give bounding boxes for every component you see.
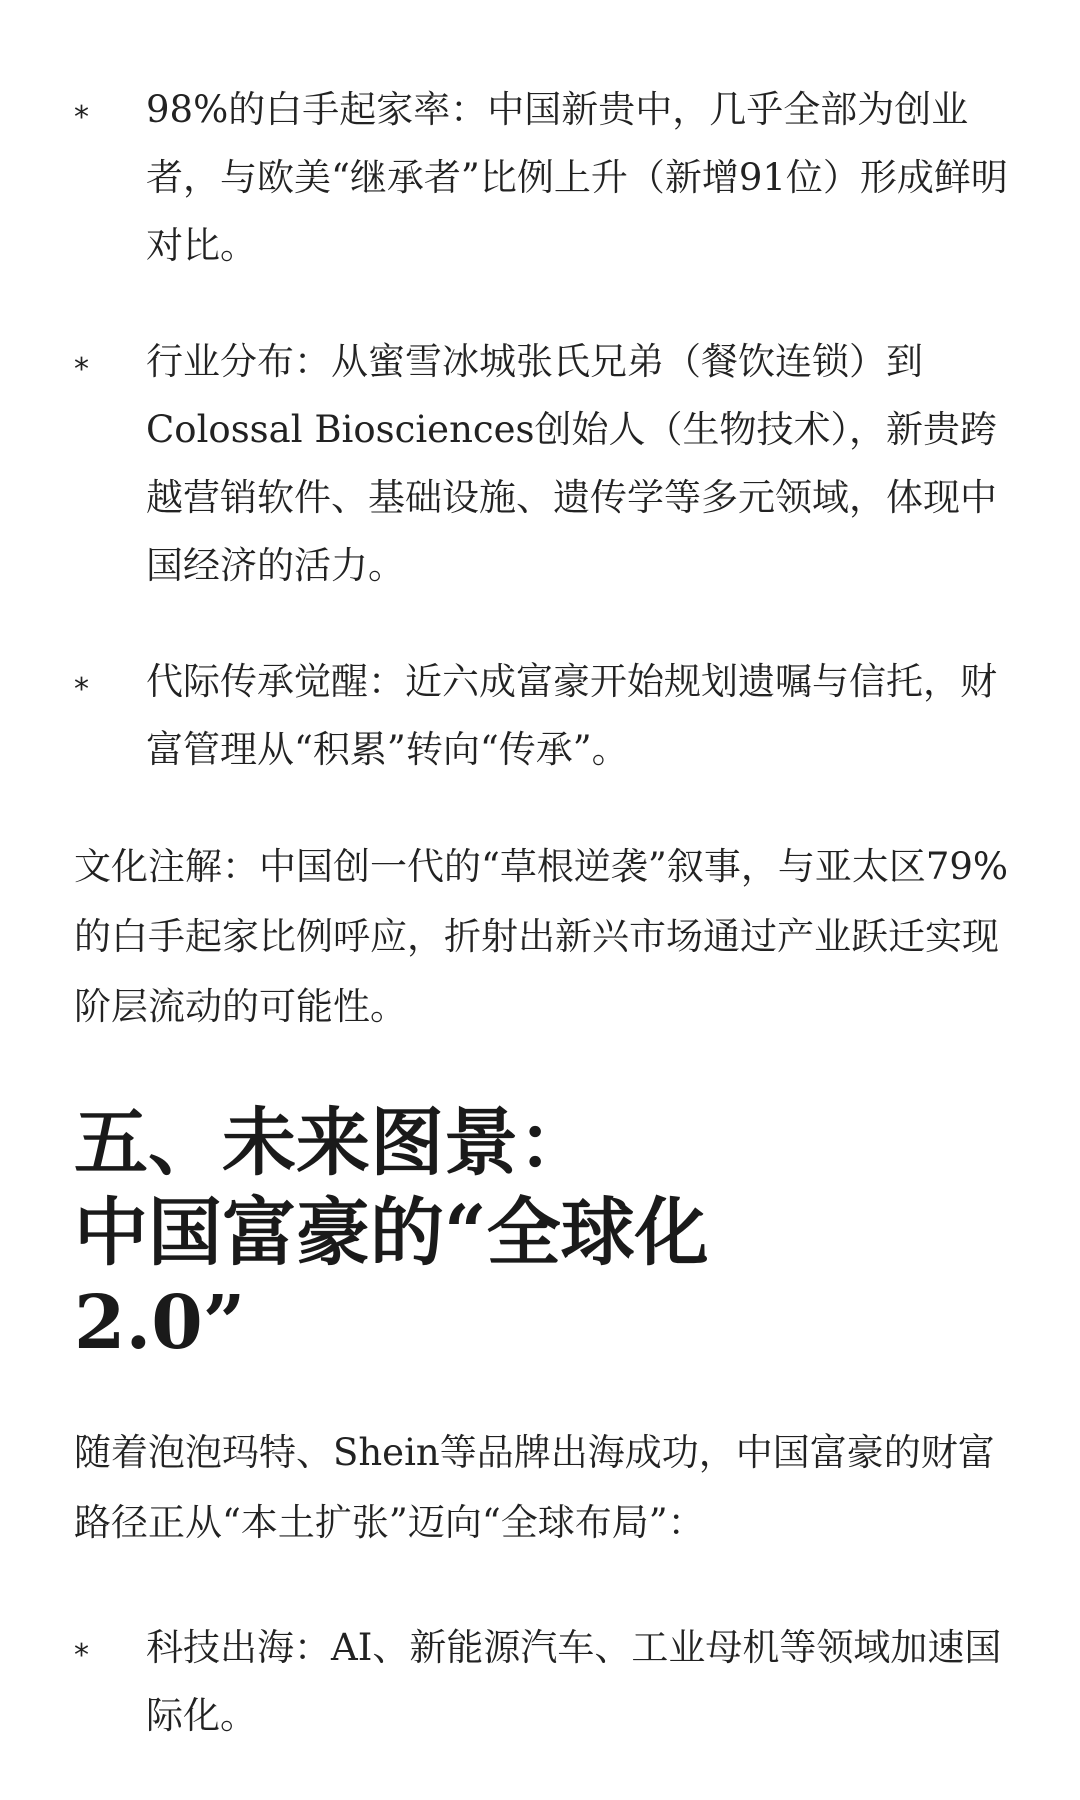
bullet-asterisk-icon: * <box>74 352 89 387</box>
bullet-self-made-rate <box>74 76 1012 280</box>
article-body <box>74 76 1012 1798</box>
bullet-tech-going-global <box>74 1614 1012 1750</box>
section-five-intro-paragraph: 随着泡泡玛特、Shein等品牌出海成功，中国富豪的财富路径正从“本土扩张”迈向“全球布局”： <box>74 1431 995 1544</box>
bullet-text: 科技出海：AI、新能源汽车、工业母机等领域加速国际化。 <box>146 1626 1002 1737</box>
heading-line-1: 五、未来图景： <box>74 1100 592 1186</box>
cultural-note-paragraph: 文化注解：中国创一代的“草根逆袭”叙事，与亚太区79%的白手起家比例呼应，折射出新兴市场通过产业跃迁实现阶层流动的可能性。 <box>74 845 1009 1028</box>
section-five-bullet-list <box>74 1614 1012 1750</box>
section-five-heading <box>74 1098 774 1368</box>
bullet-text: 98%的白手起家率：中国新贵中，几乎全部为创业者，与欧美“继承者”比例上升（新增91位）形成鲜明对比。 <box>146 88 1008 267</box>
section-four-bullet-list <box>74 76 1012 784</box>
bullet-asterisk-icon: * <box>74 672 89 707</box>
heading-line-2: 中国富豪的“全球化 <box>74 1190 709 1276</box>
bullet-asterisk-icon: * <box>74 100 89 135</box>
bullet-text: 行业分布：从蜜雪冰城张氏兄弟（餐饮连锁）到Colossal Biosciences创始人（生物技术），新贵跨越营销软件、基础设施、遗传学等多元领域，体现中国经济的活力。 <box>146 340 997 587</box>
bullet-industry-distribution <box>74 328 1012 600</box>
heading-line-3: 2.0” <box>74 1280 246 1366</box>
bullet-text: 代际传承觉醒：近六成富豪开始规划遗嘱与信托，财富管理从“积累”转向“传承”。 <box>146 660 997 771</box>
bullet-inheritance-awakening <box>74 648 1012 784</box>
bullet-asterisk-icon: * <box>74 1638 89 1673</box>
